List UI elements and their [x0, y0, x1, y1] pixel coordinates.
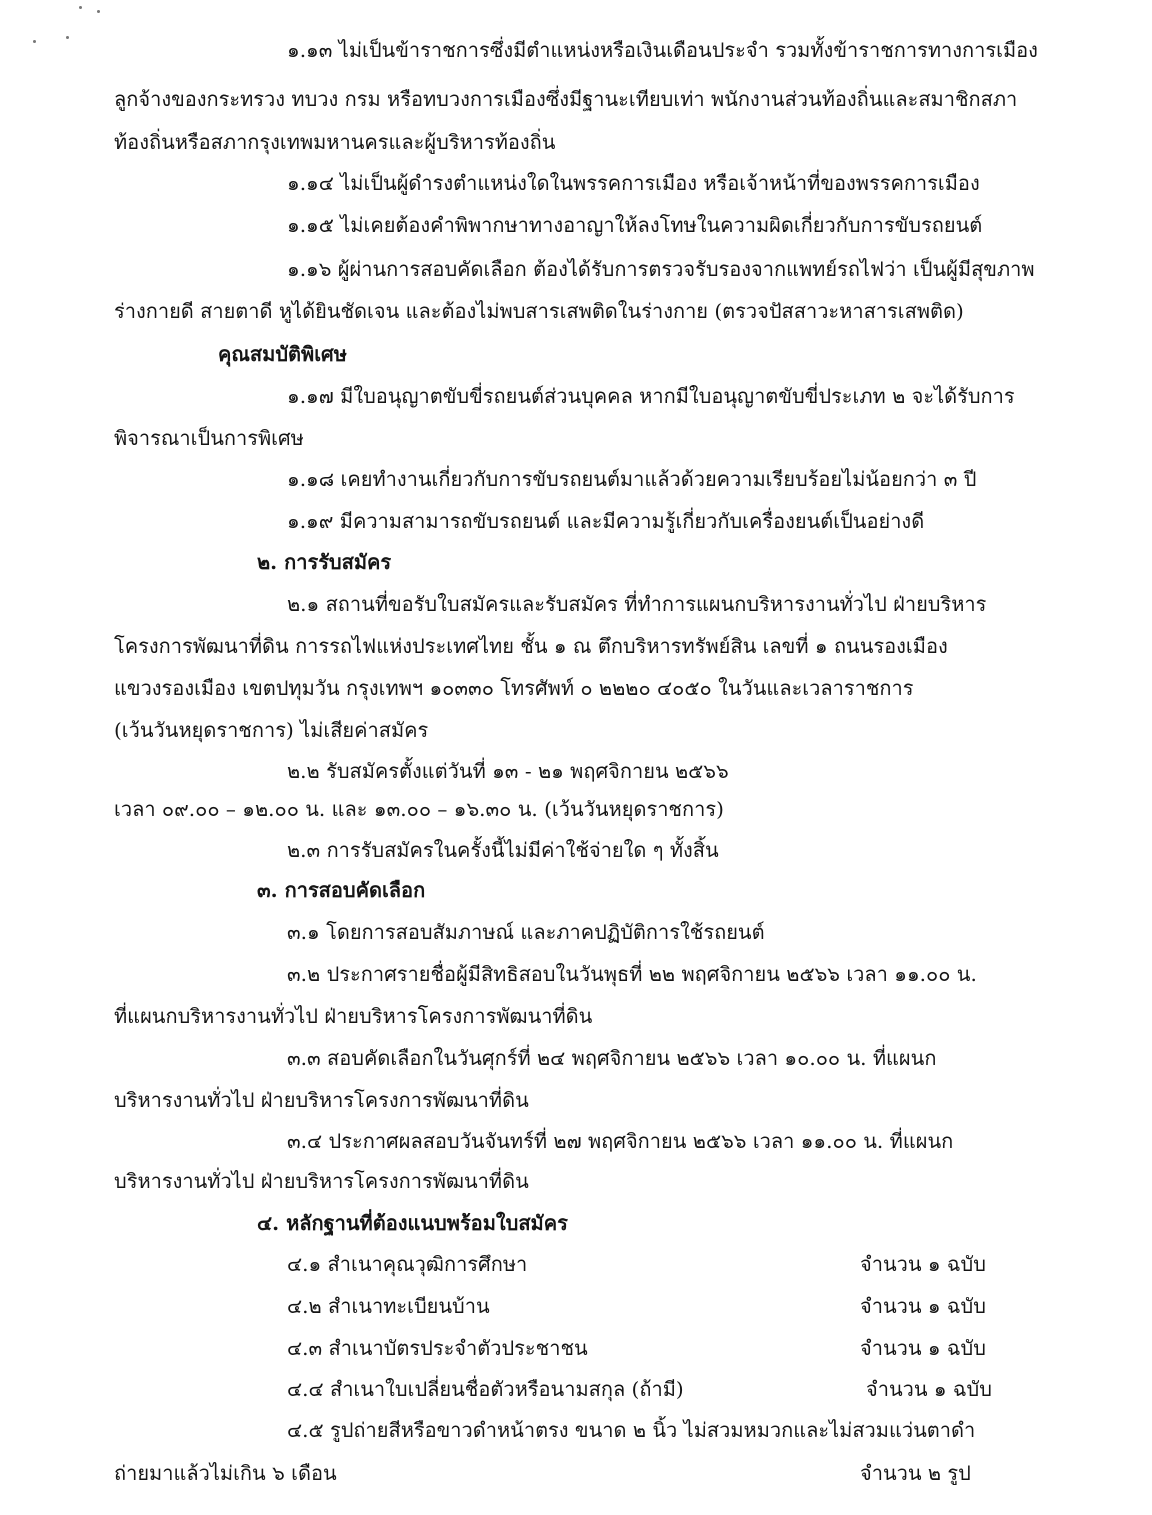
scan-speck — [33, 40, 36, 43]
item-1-15: ๑.๑๕ ไม่เคยต้องคำพิพากษาทางอาญาให้ลงโทษในความผิดเกี่ยวกับการขับรถยนต์ — [287, 213, 983, 237]
scan-speck — [97, 10, 100, 13]
item-1-16-line-2: ร่างกายดี สายตาดี หูได้ยินชัดเจน และต้องไม่พบสารเสพติดในร่างกาย (ตรวจปัสสาวะหาสารเสพติด) — [114, 299, 964, 323]
item-4-2: ๔.๒ สำเนาทะเบียนบ้าน — [287, 1294, 490, 1318]
item-4-2-quantity: จำนวน ๑ ฉบับ — [860, 1294, 986, 1318]
item-2-3: ๒.๓ การรับสมัครในครั้งนี้ไม่มีค่าใช้จ่ายใด ๆ ทั้งสิ้น — [287, 838, 719, 862]
section-4-heading: ๔. หลักฐานที่ต้องแนบพร้อมใบสมัคร — [257, 1211, 568, 1235]
item-4-5-quantity: จำนวน ๒ รูป — [860, 1461, 971, 1485]
item-2-1-line-3: แขวงรองเมือง เขตปทุมวัน กรุงเทพฯ ๑๐๓๓๐ โทรศัพท์ ๐ ๒๒๒๐ ๔๐๕๐ ในวันและเวลาราชการ — [114, 676, 914, 700]
item-4-4-quantity: จำนวน ๑ ฉบับ — [866, 1377, 992, 1401]
item-2-1-line-2: โครงการพัฒนาที่ดิน การรถไฟแห่งประเทศไทย ชั้น ๑ ณ ตึกบริหารทรัพย์สิน เลขที่ ๑ ถนนรองเมือง — [114, 634, 948, 658]
item-3-3-line-1: ๓.๓ สอบคัดเลือกในวันศุกร์ที่ ๒๔ พฤศจิกายน ๒๕๖๖ เวลา ๑๐.๐๐ น. ที่แผนก — [287, 1046, 937, 1070]
item-3-4-line-2: บริหารงานทั่วไป ฝ่ายบริหารโครงการพัฒนาที่ดิน — [114, 1169, 529, 1193]
special-qualifications-heading: คุณสมบัติพิเศษ — [218, 342, 347, 366]
item-4-5-line-1: ๔.๕ รูปถ่ายสีหรือขาวดำหน้าตรง ขนาด ๒ นิ้ว ไม่สวมหมวกและไม่สวมแว่นตาดำ — [287, 1418, 976, 1442]
item-4-1: ๔.๑ สำเนาคุณวุฒิการศึกษา — [287, 1252, 528, 1276]
scan-speck — [66, 36, 69, 39]
item-1-14: ๑.๑๔ ไม่เป็นผู้ดำรงตำแหน่งใดในพรรคการเมือง หรือเจ้าหน้าที่ของพรรคการเมือง — [287, 171, 980, 195]
item-3-2-line-2: ที่แผนกบริหารงานทั่วไป ฝ่ายบริหารโครงการพัฒนาที่ดิน — [114, 1004, 593, 1028]
item-2-2-line-2: เวลา ๐๙.๐๐ – ๑๒.๐๐ น. และ ๑๓.๐๐ – ๑๖.๓๐ น. (เว้นวันหยุดราชการ) — [114, 797, 724, 821]
item-1-13-line-2: ลูกจ้างของกระทรวง ทบวง กรม หรือทบวงการเมืองซึ่งมีฐานะเทียบเท่า พนักงานส่วนท้องถิ่นและสมาชิกสภา — [114, 87, 1018, 111]
item-2-1-line-4: (เว้นวันหยุดราชการ) ไม่เสียค่าสมัคร — [114, 718, 429, 742]
item-4-3-quantity: จำนวน ๑ ฉบับ — [860, 1336, 986, 1360]
item-4-1-quantity: จำนวน ๑ ฉบับ — [860, 1252, 986, 1276]
item-4-4: ๔.๔ สำเนาใบเปลี่ยนชื่อตัวหรือนามสกุล (ถ้ามี) — [287, 1377, 684, 1401]
item-1-13-line-3: ท้องถิ่นหรือสภากรุงเทพมหานครและผู้บริหารท้องถิ่น — [114, 130, 556, 154]
item-3-3-line-2: บริหารงานทั่วไป ฝ่ายบริหารโครงการพัฒนาที่ดิน — [114, 1088, 529, 1112]
section-2-heading: ๒. การรับสมัคร — [257, 550, 392, 574]
item-1-18: ๑.๑๘ เคยทำงานเกี่ยวกับการขับรถยนต์มาแล้วด้วยความเรียบร้อยไม่น้อยกว่า ๓ ปี — [287, 467, 977, 491]
item-2-2-line-1: ๒.๒ รับสมัครตั้งแต่วันที่ ๑๓ - ๒๑ พฤศจิกายน ๒๕๖๖ — [287, 759, 729, 783]
item-3-1: ๓.๑ โดยการสอบสัมภาษณ์ และภาคปฏิบัติการใช้รถยนต์ — [287, 920, 765, 944]
item-4-5-line-2: ถ่ายมาแล้วไม่เกิน ๖ เดือน — [114, 1461, 337, 1485]
item-1-17-line-2: พิจารณาเป็นการพิเศษ — [114, 426, 304, 450]
item-3-4-line-1: ๓.๔ ประกาศผลสอบวันจันทร์ที่ ๒๗ พฤศจิกายน ๒๕๖๖ เวลา ๑๑.๐๐ น. ที่แผนก — [287, 1129, 954, 1153]
item-1-19: ๑.๑๙ มีความสามารถขับรถยนต์ และมีความรู้เกี่ยวกับเครื่องยนต์เป็นอย่างดี — [287, 509, 925, 533]
item-4-3: ๔.๓ สำเนาบัตรประจำตัวประชาชน — [287, 1336, 588, 1360]
item-3-2-line-1: ๓.๒ ประกาศรายชื่อผู้มีสิทธิสอบในวันพุธที่ ๒๒ พฤศจิกายน ๒๕๖๖ เวลา ๑๑.๐๐ น. — [287, 962, 977, 986]
item-1-16-line-1: ๑.๑๖ ผู้ผ่านการสอบคัดเลือก ต้องได้รับการตรวจรับรองจากแพทย์รถไฟว่า เป็นผู้มีสุขภาพ — [287, 257, 1035, 281]
item-2-1-line-1: ๒.๑ สถานที่ขอรับใบสมัครและรับสมัคร ที่ทำการแผนกบริหารงานทั่วไป ฝ่ายบริหาร — [287, 592, 987, 616]
scan-speck — [79, 6, 82, 9]
item-1-17-line-1: ๑.๑๗ มีใบอนุญาตขับขี่รถยนต์ส่วนบุคคล หากมีใบอนุญาตขับขี่ประเภท ๒ จะได้รับการ — [287, 384, 1015, 408]
section-3-heading: ๓. การสอบคัดเลือก — [257, 878, 426, 902]
item-1-13-line-1: ๑.๑๓ ไม่เป็นข้าราชการซึ่งมีตำแหน่งหรือเงินเดือนประจำ รวมทั้งข้าราชการทางการเมือง — [287, 38, 1038, 62]
